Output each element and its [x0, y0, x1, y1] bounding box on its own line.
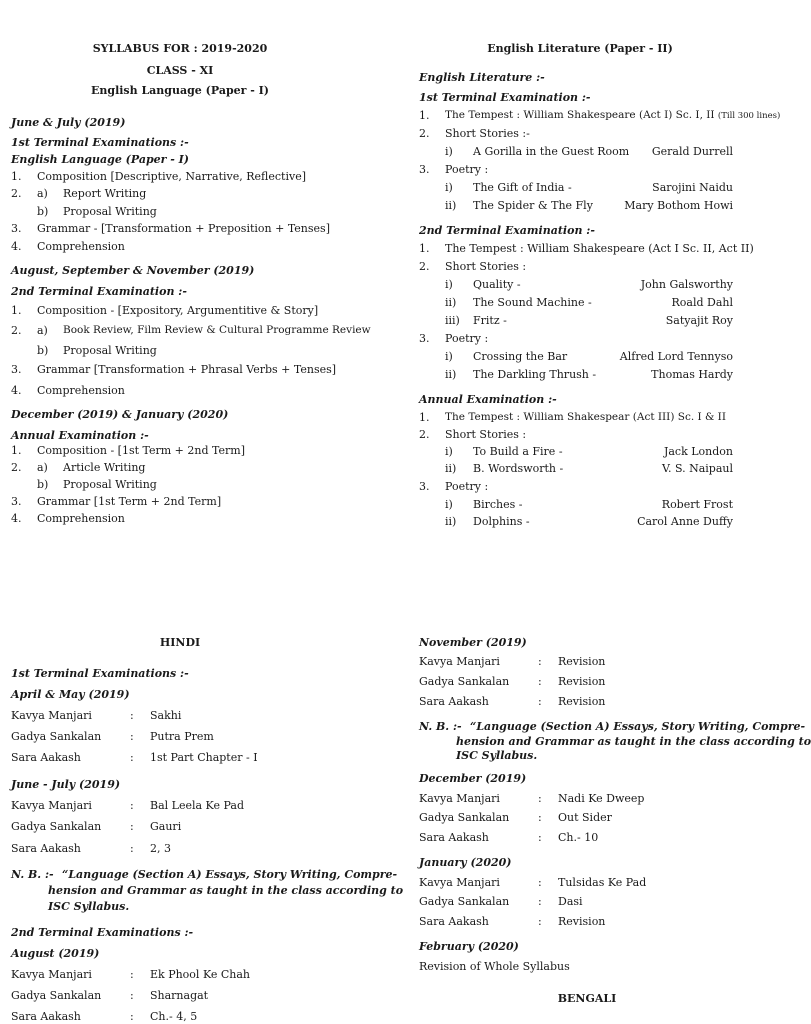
book-name: Gadya Sankalan	[11, 989, 102, 1002]
nb-line: ISC Syllabus.	[456, 749, 538, 762]
exam-heading: Annual Examination :-	[11, 429, 149, 442]
nb-line: hension and Grammar as taught in the class according to	[456, 735, 811, 748]
colon: :	[130, 842, 134, 855]
list-number: 1.	[419, 242, 430, 255]
class-heading: CLASS - XI	[146, 64, 214, 77]
list-item: Short Stories :-	[445, 127, 530, 140]
chapter: Revision	[558, 675, 606, 688]
roman-marker: ii)	[445, 199, 457, 212]
period-heading: December (2019)	[419, 772, 527, 785]
exam-heading: 1st Terminal Examinations :-	[11, 136, 189, 149]
colon: :	[130, 751, 134, 764]
revision-note: Revision of Whole Syllabus	[419, 960, 570, 973]
list-number: 1.	[11, 444, 22, 457]
list-item: Proposal Writing	[63, 344, 157, 357]
chapter: Tulsidas Ke Pad	[558, 876, 647, 889]
list-item: Poetry :	[445, 332, 489, 345]
chapter: Bal Leela Ke Pad	[150, 799, 244, 812]
chapter: Dasi	[558, 895, 583, 908]
list-item: Short Stories :	[445, 260, 527, 273]
list-item: Report Writing	[63, 187, 147, 200]
poem-title: Crossing the Bar	[473, 350, 568, 363]
poem-author: Sarojini Naidu	[652, 181, 733, 194]
list-number: 2.	[419, 260, 430, 273]
list-item: Poetry :	[445, 163, 489, 176]
nb-line: ISC Syllabus.	[48, 900, 130, 913]
list-sub-marker: b)	[37, 344, 49, 357]
story-author: Roald Dahl	[671, 296, 733, 309]
poem-title: Dolphins -	[473, 515, 530, 528]
colon: :	[538, 695, 542, 708]
period-heading: January (2020)	[419, 856, 512, 869]
period-heading: June & July (2019)	[11, 116, 126, 129]
list-number: 4.	[11, 384, 22, 397]
roman-marker: i)	[445, 145, 453, 158]
exam-heading: Annual Examination :-	[419, 393, 557, 406]
list-item: The Tempest : William Shakespear (Act III) Sc. I & II	[445, 411, 726, 423]
colon: :	[130, 968, 134, 981]
list-item: Comprehension	[37, 512, 125, 525]
nb-line: “Language (Section A) Essays, Story Writing, Compre-	[470, 720, 806, 733]
roman-marker: i)	[445, 350, 453, 363]
colon: :	[130, 1010, 134, 1023]
period-heading: August (2019)	[11, 947, 100, 960]
list-sub-marker: a)	[37, 187, 48, 200]
list-item: Grammar [1st Term + 2nd Term]	[37, 495, 222, 508]
story-author: Satyajit Roy	[665, 314, 733, 327]
book-name: Kavya Manjari	[11, 968, 92, 981]
chapter: Revision	[558, 915, 606, 928]
exam-heading: 2nd Terminal Examination :-	[419, 224, 595, 237]
story-author: John Galsworthy	[640, 278, 733, 291]
chapter: Nadi Ke Dweep	[558, 792, 645, 805]
nb-line: “Language (Section A) Essays, Story Writing, Compre-	[62, 868, 398, 881]
period-heading: August, September & November (2019)	[11, 264, 255, 277]
list-number: 3.	[11, 495, 22, 508]
exam-heading: 2nd Terminal Examination :-	[11, 285, 187, 298]
book-name: Gadya Sankalan	[419, 675, 510, 688]
book-name: Gadya Sankalan	[419, 895, 510, 908]
chapter: Gauri	[150, 820, 182, 833]
nb-line: hension and Grammar as taught in the class according to	[48, 884, 404, 897]
list-item: Comprehension	[37, 384, 125, 397]
list-item: Article Writing	[63, 461, 146, 474]
list-number: 2.	[11, 324, 22, 337]
book-name: Sara Aakash	[419, 915, 489, 928]
list-item: Comprehension	[37, 240, 125, 253]
list-sub-marker: a)	[37, 324, 48, 337]
roman-marker: ii)	[445, 515, 457, 528]
list-item: Grammar [Transformation + Phrasal Verbs + Tenses]	[37, 363, 337, 376]
list-number: 2.	[11, 461, 22, 474]
list-item: Proposal Writing	[63, 478, 157, 491]
book-name: Gadya Sankalan	[419, 811, 510, 824]
list-number: 3.	[11, 222, 22, 235]
list-item: Composition - [1st Term + 2nd Term]	[37, 444, 245, 457]
list-item: Composition - [Expository, Argumentitive & Story]	[37, 304, 319, 317]
roman-marker: i)	[445, 278, 453, 291]
list-item	[445, 109, 780, 123]
list-number: 3.	[419, 163, 430, 176]
syllabus-title: SYLLABUS FOR : 2019-2020	[92, 42, 268, 55]
chapter: Revision	[558, 695, 606, 708]
literature-title: English Literature (Paper - II)	[487, 42, 673, 55]
colon: :	[130, 989, 134, 1002]
book-name: Gadya Sankalan	[11, 730, 102, 743]
colon: :	[538, 792, 542, 805]
list-number: 1.	[419, 411, 430, 424]
colon: :	[538, 811, 542, 824]
roman-marker: ii)	[445, 296, 457, 309]
story-title: A Gorilla in the Guest Room	[473, 145, 630, 158]
story-author: Gerald Durrell	[651, 145, 733, 158]
bengali-title: BENGALI	[557, 992, 617, 1005]
list-number: 1.	[11, 170, 22, 183]
colon: :	[538, 655, 542, 668]
list-number: 3.	[419, 480, 430, 493]
chapter: Ek Phool Ke Chah	[150, 968, 251, 981]
book-name: Sara Aakash	[11, 1010, 81, 1023]
list-number: 2.	[419, 428, 430, 441]
period-heading: April & May (2019)	[11, 688, 130, 701]
poem-title: The Gift of India -	[473, 181, 572, 194]
period-heading: February (2020)	[419, 940, 519, 953]
story-title: To Build a Fire -	[473, 445, 563, 458]
book-name: Kavya Manjari	[11, 709, 92, 722]
book-name: Kavya Manjari	[419, 792, 500, 805]
list-number: 2.	[419, 127, 430, 140]
colon: :	[538, 915, 542, 928]
paper-label: English Language (Paper - I)	[11, 153, 190, 166]
book-name: Sara Aakash	[11, 751, 81, 764]
poem-title: Birches -	[473, 498, 523, 511]
list-number: 3.	[11, 363, 22, 376]
chapter: Sharnagat	[150, 989, 209, 1002]
colon: :	[538, 831, 542, 844]
story-author: V. S. Naipaul	[661, 462, 733, 475]
tempest-note: (Till 300 lines)	[717, 111, 781, 121]
nb-label: N. B. :-	[11, 868, 54, 881]
story-title: Quality -	[473, 278, 521, 291]
chapter: Revision	[558, 655, 606, 668]
colon: :	[130, 730, 134, 743]
chapter: 1st Part Chapter - I	[150, 751, 258, 764]
book-name: Sara Aakash	[419, 831, 489, 844]
poem-author: Thomas Hardy	[651, 368, 733, 381]
roman-marker: ii)	[445, 462, 457, 475]
roman-marker: i)	[445, 498, 453, 511]
list-number: 1.	[11, 304, 22, 317]
colon: :	[538, 895, 542, 908]
book-name: Gadya Sankalan	[11, 820, 102, 833]
book-name: Kavya Manjari	[419, 655, 500, 668]
exam-heading: 2nd Terminal Examinations :-	[11, 926, 194, 939]
list-item: Grammar - [Transformation + Preposition + Tenses]	[37, 222, 330, 235]
story-author: Jack London	[663, 445, 733, 458]
poem-author: Robert Frost	[661, 498, 733, 511]
chapter: Ch.- 4, 5	[150, 1010, 198, 1023]
list-item: Poetry :	[445, 480, 489, 493]
chapter: Putra Prem	[150, 730, 214, 743]
colon: :	[538, 675, 542, 688]
period-heading: December (2019) & January (2020)	[11, 408, 229, 421]
list-sub-marker: b)	[37, 478, 49, 491]
period-heading: November (2019)	[419, 636, 527, 649]
list-number: 3.	[419, 332, 430, 345]
tempest-text: The Tempest : William Shakespeare (Act I) Sc. I, II	[445, 109, 715, 121]
roman-marker: i)	[445, 445, 453, 458]
list-item: Short Stories :	[445, 428, 527, 441]
poem-author: Carol Anne Duffy	[637, 515, 733, 528]
roman-marker: iii)	[445, 314, 460, 327]
list-sub-marker: a)	[37, 461, 48, 474]
poem-author: Alfred Lord Tennyso	[619, 350, 733, 363]
colon: :	[130, 709, 134, 722]
colon: :	[130, 820, 134, 833]
list-number: 2.	[11, 187, 22, 200]
story-title: Fritz -	[473, 314, 507, 327]
paper-heading: English Language (Paper - I)	[90, 84, 270, 97]
list-item: The Tempest : William Shakespeare (Act I Sc. II, Act II)	[445, 242, 754, 255]
chapter: 2, 3	[150, 842, 171, 855]
exam-heading: 1st Terminal Examinations :-	[11, 667, 189, 680]
period-heading: June - July (2019)	[11, 778, 121, 791]
book-name: Sara Aakash	[419, 695, 489, 708]
list-number: 1.	[419, 109, 430, 122]
book-name: Sara Aakash	[11, 842, 81, 855]
book-name: Kavya Manjari	[419, 876, 500, 889]
colon: :	[538, 876, 542, 889]
hindi-title: HINDI	[159, 636, 201, 649]
poem-title: The Darkling Thrush -	[473, 368, 597, 381]
roman-marker: i)	[445, 181, 453, 194]
poem-title: The Spider & The Fly	[473, 199, 593, 212]
list-number: 4.	[11, 512, 22, 525]
chapter: Out Sider	[558, 811, 612, 824]
list-item: Proposal Writing	[63, 205, 157, 218]
list-item: Book Review, Film Review & Cultural Programme Review	[63, 324, 371, 336]
exam-heading: 1st Terminal Examination :-	[419, 91, 591, 104]
list-sub-marker: b)	[37, 205, 49, 218]
story-title: B. Wordsworth -	[473, 462, 564, 475]
chapter: Sakhi	[150, 709, 182, 722]
list-item: Composition [Descriptive, Narrative, Reflective]	[37, 170, 307, 183]
poem-author: Mary Bothom Howi	[624, 199, 733, 212]
nb-label: N. B. :-	[419, 720, 462, 733]
chapter: Ch.- 10	[558, 831, 599, 844]
roman-marker: ii)	[445, 368, 457, 381]
section-heading: English Literature :-	[419, 71, 545, 84]
list-number: 4.	[11, 240, 22, 253]
colon: :	[130, 799, 134, 812]
book-name: Kavya Manjari	[11, 799, 92, 812]
story-title: The Sound Machine -	[473, 296, 592, 309]
